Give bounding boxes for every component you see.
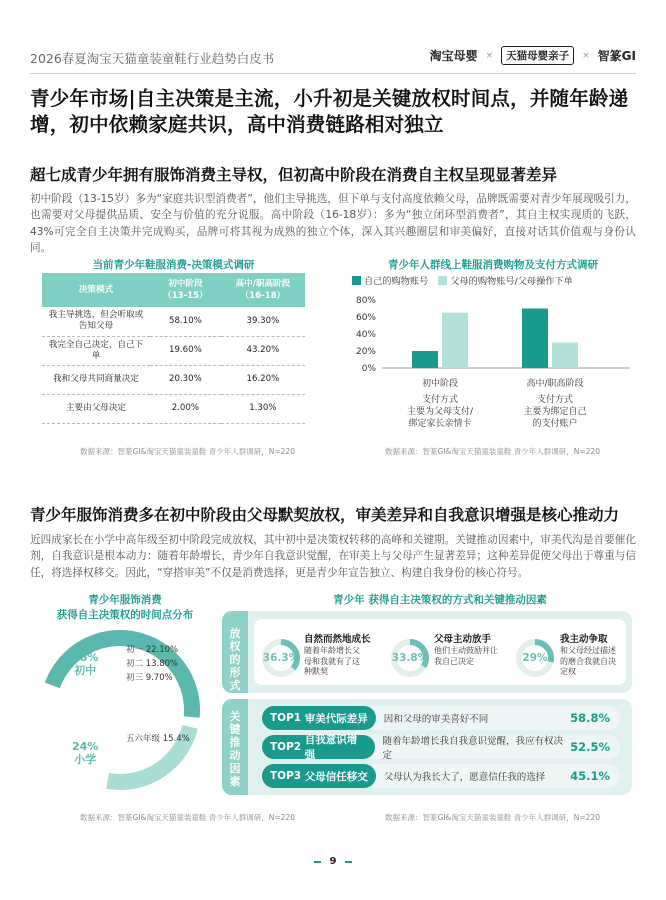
table-header: 高中/职高阶段 （16-18） xyxy=(221,273,305,307)
card-desc: 随着年龄增长父母和我就有了这种默契 xyxy=(304,646,360,676)
card-pct: 33.8% xyxy=(391,652,429,664)
legend-swatch xyxy=(352,276,361,285)
y-tick-label: 20% xyxy=(355,347,376,357)
chart-annotation: 支付方式 主要为绑定自己 的支付账户 xyxy=(523,395,587,429)
methods-title: 青少年 获得自主决策权的方式和关键推动因素 xyxy=(333,594,547,606)
taobao-logo: 淘宝母婴 xyxy=(429,49,478,63)
top-desc: 因和父母的审美喜好不同 xyxy=(383,714,489,725)
decision-table xyxy=(42,273,305,424)
chart-source: 数据来源：智篆GI&淘宝天猫童装童鞋 青少年人群调研，N=220 xyxy=(385,447,600,456)
form-label: 放权的形式 xyxy=(229,627,241,692)
x-tick-label: 高中/职高阶段 xyxy=(526,379,584,389)
bar-chart xyxy=(340,292,640,382)
y-tick-label: 60% xyxy=(355,313,376,323)
section1-paragraph: 初中阶段（13-15岁）多为“家庭共识型消费者”，他们主导挑选，但下单与支付高度依赖父母，品牌既需要对青少年展现吸引力，也需要对父母提供品质、安全与价值的充分说服。高中阶段（16-18岁）：多为“独立闭环型消费者”，其自主权实现质的飞跃，43%可完全自主决策并完成购买，品牌可将其视为成熟的独立个体，深入其兴趣圈层和审美偏好，直接对话其价值观与身份认同。 xyxy=(30,193,636,255)
chart-annotation: 支付方式 主要为父母支付/ 绑定家长亲情卡 xyxy=(406,395,474,429)
legend-label: 父母的购物账号/父母操作下单 xyxy=(450,276,573,287)
top-row xyxy=(262,735,620,759)
y-tick-label: 80% xyxy=(355,296,376,306)
y-tick-label: 40% xyxy=(355,330,376,340)
card-desc: 他们主动鼓励并让我自己决定 xyxy=(434,646,498,666)
table-row: 我和父母共同商量决定 20.30% 16.20% xyxy=(42,365,305,394)
header-divider xyxy=(30,73,636,74)
grade-breakdown: 初一 22.10% 初二 13.80% 初三 9.70% xyxy=(126,645,179,683)
donut-title: 青少年服饰消费 获得自主决策权的时间点分布 xyxy=(56,594,194,621)
donut-source: 数据来源：智篆GI&淘宝天猫童装童鞋 青少年人群调研，N=220 xyxy=(80,813,295,822)
page-title: 青少年市场|自主决策是主流，小升初是关键放权时间点，并随年龄递增，初中依赖家庭共识，高中消费链路相对独立 xyxy=(30,87,629,136)
tmall-logo: 天猫母婴亲子 xyxy=(501,46,574,65)
table-row: 我主导挑选，但会听取或告知父母 58.10% 39.30% xyxy=(42,307,305,336)
top-pct: 52.5% xyxy=(570,740,610,754)
table-header: 决策模式 xyxy=(42,273,150,307)
bar xyxy=(412,351,438,368)
timing-donut xyxy=(20,620,230,820)
card-title: 自然而然地成长 xyxy=(304,634,371,645)
table-source: 数据来源：智篆GI&淘宝天猫童装童鞋 青少年人群调研，N=220 xyxy=(80,447,295,456)
legend-swatch xyxy=(438,276,447,285)
primary-label: 24% 小学 xyxy=(72,740,99,766)
top-tag: TOP3 父母信任移交 xyxy=(262,764,376,788)
top-desc: 随着年龄增长我自我意识觉醒，我应有权决定 xyxy=(382,736,564,761)
chart-legend xyxy=(352,273,573,287)
table-row: 我完全自己决定，自己下单 19.60% 43.20% xyxy=(42,336,305,365)
card-desc: 和父母经过描述的磨合我就自决定权 xyxy=(560,646,616,676)
junior-label: 46% 初中 xyxy=(72,651,99,677)
card-pct: 36.3% xyxy=(262,652,300,664)
x-tick-label: 初中阶段 xyxy=(421,379,458,389)
card-pct: 29% xyxy=(522,652,548,664)
bar xyxy=(522,309,548,369)
top-tag: TOP2 自我意识增强 xyxy=(262,735,375,759)
factor-label: 关键推动因素 xyxy=(229,710,241,788)
y-tick-label: 0% xyxy=(361,364,376,374)
top-row xyxy=(262,764,620,788)
top-desc: 父母认为我长大了，愿意信任我的选择 xyxy=(383,772,546,783)
section2-paragraph: 近四成家长在小学中高年级至初中阶段完成放权，其中初中是决策权转移的高峰和关键期。关键推动因素中，审美代沟是首要催化剂，自我意识是根本动力：随着年龄增长，青少年自我意识觉醒，在审美上与父母产生显著差异；这种差异促使父母出于尊重与信任，将选择权移交。因此，“穿搭审美”不仅是消费选择，更是青少年宣告独立、构建自我身份的核心符号。 xyxy=(30,534,636,579)
top-row xyxy=(262,706,620,730)
top-tag: TOP1 审美代际差异 xyxy=(262,706,376,730)
card-title: 父母主动放手 xyxy=(434,634,492,645)
methods-source: 数据来源：智篆GI&淘宝天猫童装童鞋 青少年人群调研，N=220 xyxy=(385,813,600,822)
top-pct: 45.1% xyxy=(570,769,610,783)
table-header: 初中阶段 （13-15） xyxy=(150,273,221,307)
table-row: 主要由父母决定 2.00% 1.30% xyxy=(42,394,305,423)
zhizhuan-logo: 智篆GI xyxy=(597,49,636,63)
section1-heading: 超七成青少年拥有服饰消费主导权，但初高中阶段在消费自主权呈现显著差异 xyxy=(30,166,558,184)
grade-56: 五六年级 15.4% xyxy=(126,734,190,744)
bar xyxy=(442,313,468,368)
card-title: 我主动争取 xyxy=(560,634,608,645)
table-title: 当前青少年鞋服消费-决策模式调研 xyxy=(92,259,255,271)
bar-chart-title: 青少年人群线上鞋服消费购物及支付方式调研 xyxy=(388,259,598,271)
bar xyxy=(552,343,578,369)
page-number: 9 xyxy=(303,856,363,867)
top-pct: 58.8% xyxy=(570,711,610,725)
report-title: 2026春夏淘宝天猫童装童鞋行业趋势白皮书 xyxy=(30,51,275,66)
legend-label: 自己的购物账号 xyxy=(364,276,429,287)
section2-heading: 青少年服饰消费多在初中阶段由父母默契放权，审美差异和自我意识增强是核心推动力 xyxy=(30,506,620,524)
logo-bar: 淘宝母婴 × 天猫母婴亲子 × 智篆GI xyxy=(430,46,636,65)
